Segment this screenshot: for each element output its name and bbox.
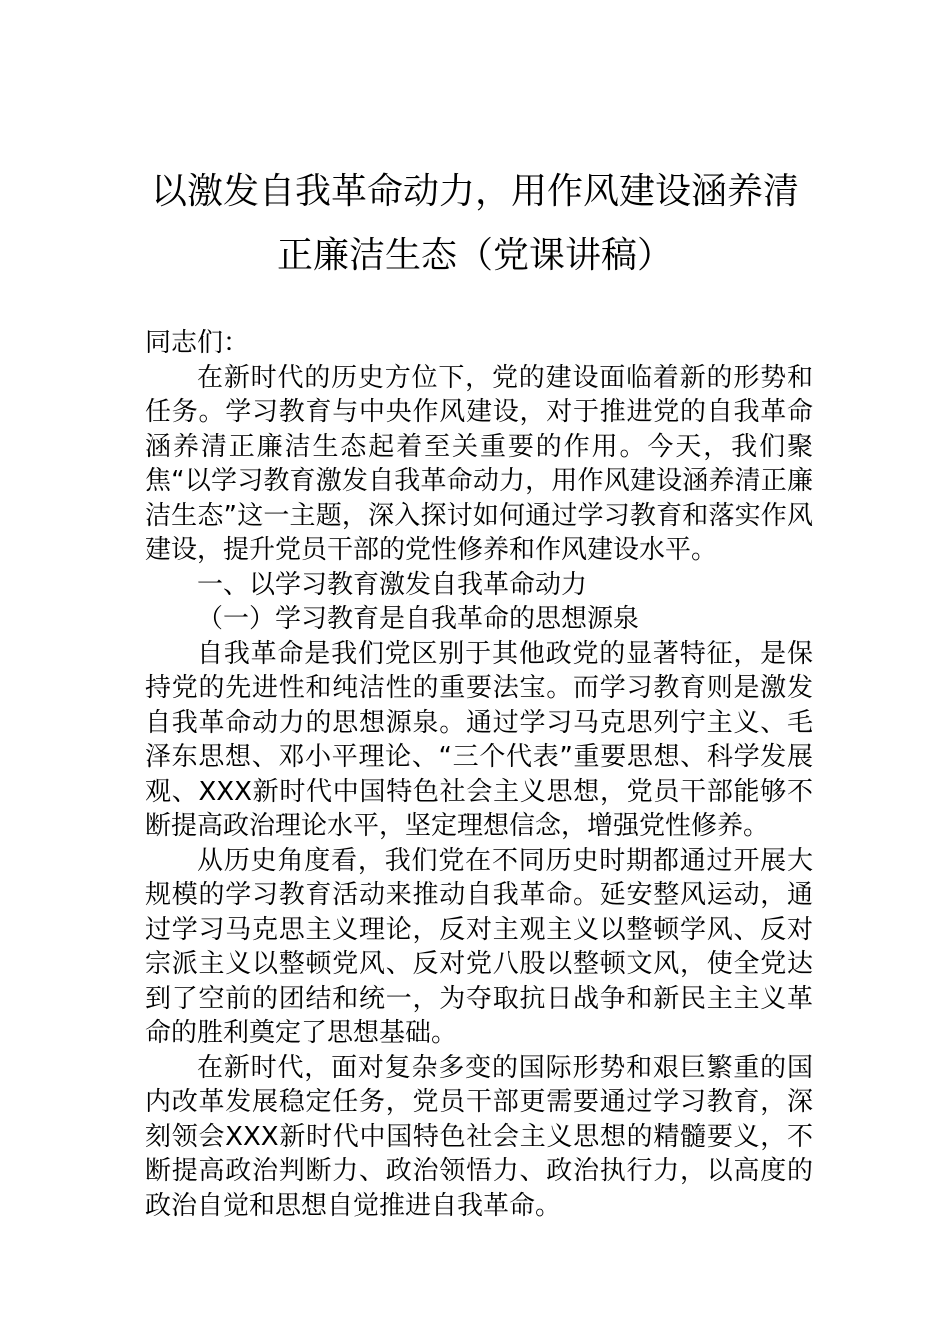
paragraph-history: 从历史角度看，我们党在不同历史时期都通过开展大规模的学习教育活动来推动自我革命。延安整风运动，通过学习马克思主义理论，反对主观主义以整顿学风、反对宗派主义以整顿党风、反对党八股以整顿文风，使全党达到了空前的团结和统一，为夺取抗日战争和新民主主义革命的胜利奠定了思想基础。 <box>145 845 813 1048</box>
subsection-heading-1-1: （一）学习教育是自我革命的思想源泉 <box>197 604 640 634</box>
paragraph-self-revolution: 自我革命是我们党区别于其他政党的显著特征，是保持党的先进性和纯洁性的重要法宝。而学习教育则是激发自我革命动力的思想源泉。通过学习马克思列宁主义、毛泽东思想、邓小平理论、“三个代表”重要思想、科学发展观、XXX新时代中国特色社会主义思想，党员干部能够不断提高政治理论水平，坚定理想信念，增强党性修养。 <box>145 638 813 841</box>
section-heading-1: 一、以学习教育激发自我革命动力 <box>197 569 588 600</box>
document-body <box>145 326 813 1223</box>
document-title <box>145 160 805 288</box>
paragraph-intro: 在新时代的历史方位下，党的建设面临着新的形势和任务。学习教育与中央作风建设，对于推进党的自我革命涵养清正廉洁生态起着至关重要的作用。今天，我们聚焦“以学习教育激发自我革命动力，用作风建设涵养清正廉洁生态”这一主题，深入探讨如何通过学习教育和落实作风建设，提升党员干部的党性修养和作风建设水平。 <box>145 362 813 565</box>
title-line-1: 以激发自我革命动力，用作风建设涵养清 <box>150 171 799 212</box>
title-line-2: 正廉洁生态（党课讲稿） <box>276 235 673 276</box>
paragraph-new-era: 在新时代，面对复杂多变的国际形势和艰巨繁重的国内改革发展稳定任务，党员干部更需要通过学习教育，深刻领会XXX新时代中国特色社会主义思想的精髓要义，不断提高政治判断力、政治领悟力、政治执行力，以高度的政治自觉和思想自觉推进自我革命。 <box>145 1052 813 1221</box>
salutation: 同志们： <box>145 328 250 358</box>
